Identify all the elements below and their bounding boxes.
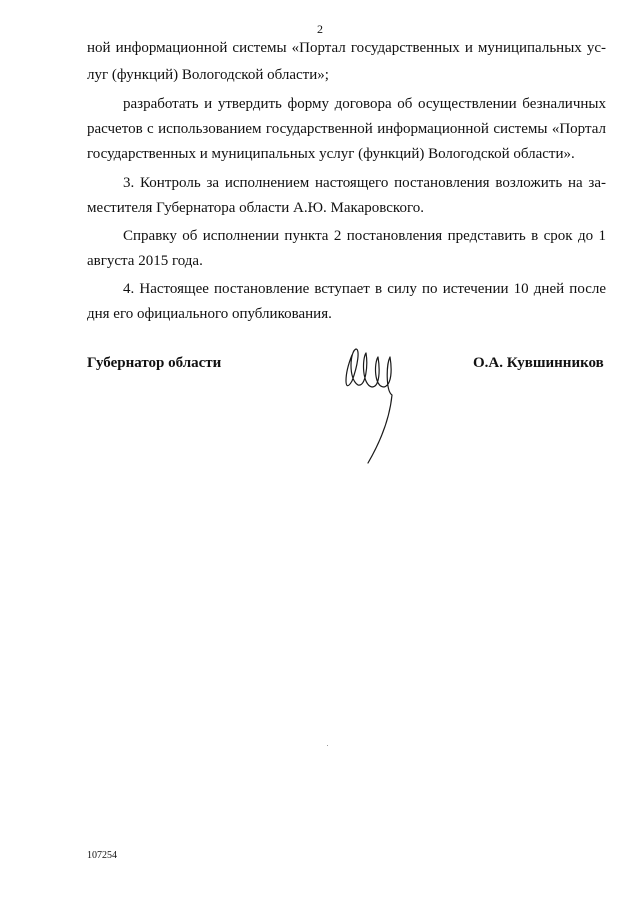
paragraph-line-8: Справку об исполнении пункта 2 постановления представить в срок до 1 [123,228,606,244]
paragraph-line-5: государственных и муниципальных услуг (функций) Вологодской области». [87,146,575,162]
signatory-title: Губернатор области [87,355,222,371]
signature-icon [338,335,410,465]
paragraph-line-9: августа 2015 года. [87,253,203,269]
scan-speck [327,745,328,746]
page-number: 2 [317,22,323,36]
paragraph-line-6: 3. Контроль за исполнением настоящего постановления возложить на за- [123,175,606,191]
paragraph-line-7: местителя Губернатора области А.Ю. Макаровского. [87,200,424,216]
paragraph-line-11: дня его официального опубликования. [87,306,332,322]
paragraph-line-2: луг (функций) Вологодской области»; [87,67,329,83]
paragraph-line-10: 4. Настоящее постановление вступает в силу по истечении 10 дней после [123,281,606,297]
paragraph-line-3: разработать и утвердить форму договора об осуществлении безналичных [123,96,606,112]
signatory-name: О.А. Кувшинников [473,355,604,371]
document-id: 107254 [87,850,117,861]
paragraph-line-1: ной информационной системы «Портал государственных и муниципальных ус- [87,40,606,56]
paragraph-line-4: расчетов с использованием государственной информационной системы «Портал [87,121,606,137]
